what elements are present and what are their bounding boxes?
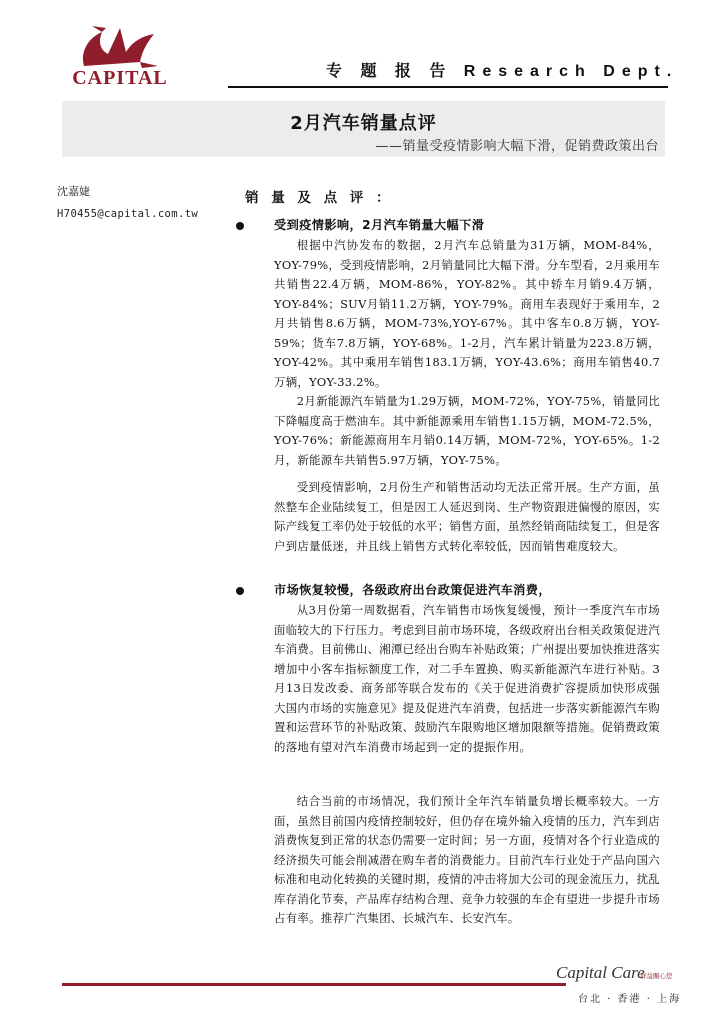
author-name: 沈嘉婕: [57, 185, 90, 198]
footer-divider: [62, 983, 566, 986]
footer-cities: 台北 · 香港 · 上海: [578, 994, 682, 1005]
paragraph: 从3月份第一周数据看，汽车销售市场恢复缓慢，预计一季度汽车市场面临较大的下行压力。考虑到目前市场环境，各级政府出台相关政策促进汽车消费。目前佛山、湘潭已经出台购车补贴政策；广州提出要加快推进落实增加中小客车指标额度工作，对二手车置换、购买新能源汽车进行补贴。3月13日发改委、商务部等联合发布的《关于促进消费扩容提质加快形成强大国内市场的实施意见》提及促进汽车消费，包括进一步落实新能源汽车购置和运营环节的补贴政策、鼓励汽车限购地区增加限额等措施。促销费政策的落地有望对汽车消费市场起到一定的提振作用。: [274, 603, 660, 754]
logo-wordmark: CAPITAL: [72, 67, 168, 89]
page-subtitle: ——销量受疫情影响大幅下滑，促销费政策出台: [375, 139, 659, 154]
title-box: [62, 101, 665, 157]
paragraph: 受到疫情影响，2月份生产和销售活动均无法正常开展。生产方面，虽然整车企业陆续复工，但是因工人延迟到岗、生产物资跟进偏慢的原因，实际产线复工率仍处于较低的水平；销售方面，虽然经销商陆续复工，但是客户到店量低迷，并且线上销售方式转化率较低，因而销售难度较大。: [274, 480, 660, 553]
bullet-icon: [236, 222, 244, 230]
paragraph: 根据中汽协发布的数据，2月汽车总销量为31万辆，MOM-84%，YOY-79%，受到疫情影响，2月销量同比大幅下滑。分车型看，2月乘用车共销售22.4万辆，MOM-86%，YOY-82%。其中轿车月销9.4万辆，YOY-84%；SUV月销11.2万辆，YOY-79%。商用车表现好于乘用车，2月共销售8.6万辆，MOM-73%,YOY-67%。其中客车0.8万辆，YOY-59%；货车7.8万辆，YOY-68%。1-2月，汽车累计销量为223.8万辆，YOY-42%。其中乘用车销售183.1万辆，YOY-43.6%；商用车销售40.7万辆，YOY-33.2%。: [274, 238, 660, 389]
section-heading: 销 量 及 点 评 ：: [245, 190, 394, 206]
page-title: 2月汽车销量点评: [290, 113, 437, 134]
point-title: 受到疫情影响，2月汽车销量大幅下滑: [274, 218, 485, 232]
point-title: 市场恢复较慢，各级政府出台政策促进汽车消费，: [274, 583, 551, 597]
footer-brand: 群益關心您: [640, 972, 673, 980]
paragraph: 2月新能源汽车销量为1.29万辆，MOM-72%，YOY-75%，销量同比下降幅度高于燃油车。其中新能源乘用车销售1.15万辆，MOM-72.5%，YOY-76%；新能源商用车月销0.14万辆，MOM-72%，YOY-65%。1-2月，新能源车共销售5.97万辆，YOY-75%。: [274, 394, 660, 467]
bullet-icon: [236, 587, 244, 595]
footer-logo: Capital Care: [556, 963, 645, 982]
paragraph: 结合当前的市场情况，我们预计全年汽车销量负增长概率较大。一方面，虽然目前国内疫情控制较好，但仍存在境外输入疫情的压力，汽车到店消费恢复到正常的状态仍需要一定时间；另一方面，疫情对各个行业造成的经济损失可能会削减潜在购车者的消费能力。目前汽车行业处于产品向国六标准和电动化转换的关键时期，疫情的冲击将加大公司的现金流压力，扰乱库存消化节奏，产品库存结构合理、竞争力较强的车企有望进一步提升市场占有率。推荐广汽集团、长城汽车、长安汽车。: [274, 794, 660, 925]
report-type-title: 专 题 报 告 Research Dept.: [326, 63, 679, 80]
author-email: H70455@capital.com.tw: [57, 208, 199, 220]
header-divider: [228, 86, 668, 88]
